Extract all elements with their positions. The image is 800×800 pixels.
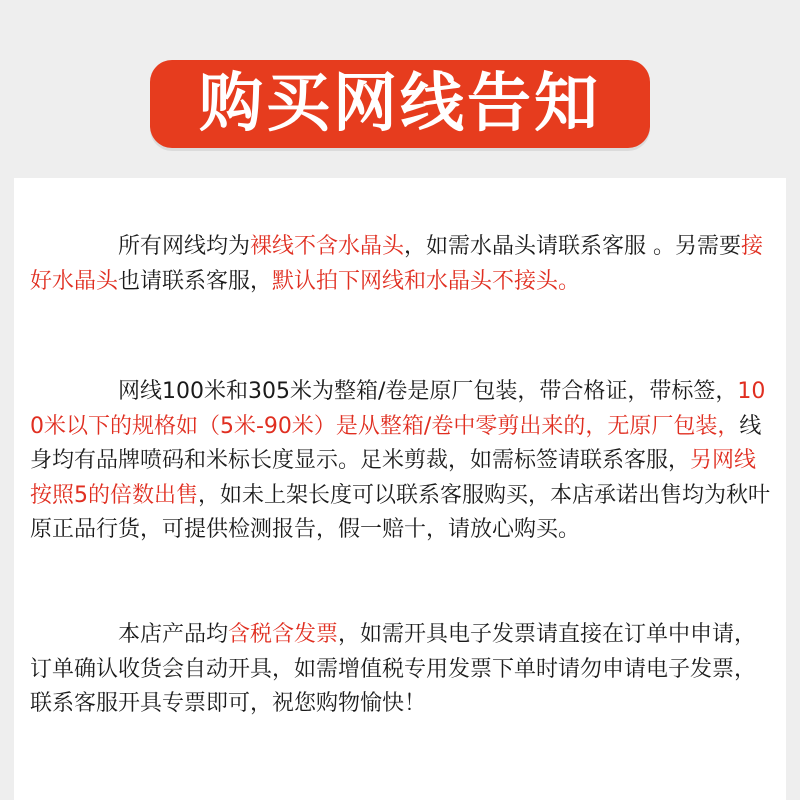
text-segment: ，如需开具电子发票请直接在订单中申请，订单确认收货会自动开具，如需增值税专用发票下单时请勿申请电子发票，联系客服开具专票即可，祝您购物愉快！ (30, 622, 757, 716)
highlight-segment: 100米以下的规格如（5米-90米）是从整箱/卷中零剪出来的，无原厂包装， (30, 379, 766, 439)
notice-card (14, 178, 786, 800)
text-segment: 也请联系客服， (118, 268, 273, 294)
text-segment: 网线100米和305米为整箱/卷是原厂包装，带合格证，带标签， (118, 379, 738, 404)
page-title: 购买网线告知 (199, 67, 601, 141)
highlight-segment: 接好水晶头 (30, 234, 764, 294)
notice-paragraph-packaging (30, 375, 770, 548)
highlight-segment: 含税含发票 (228, 622, 339, 647)
text-segment: 本店产品均 (118, 622, 229, 647)
text-segment: ，如需水晶头请联系客服 。另需要 (404, 234, 742, 259)
notice-paragraph-cable (30, 230, 770, 299)
text-segment: ，如未上架长度可以联系客服购买，本店承诺出售均为秋叶原正品行货，可提供检测报告，假一赔十，请放心购买。 (30, 482, 771, 542)
notice-paragraph-invoice (30, 618, 770, 722)
highlight-segment: 另网线按照5的倍数出售 (30, 448, 757, 508)
text-segment: 所有网线均为 (118, 234, 251, 259)
highlight-segment: 裸线不含水晶头 (250, 234, 405, 259)
title-banner (150, 60, 650, 148)
text-segment: 线身均有品牌喷码和米标长度显示。足米剪裁，如需标签请联系客服， (30, 413, 762, 473)
highlight-segment: 默认拍下网线和水晶头不接头。 (272, 268, 581, 294)
